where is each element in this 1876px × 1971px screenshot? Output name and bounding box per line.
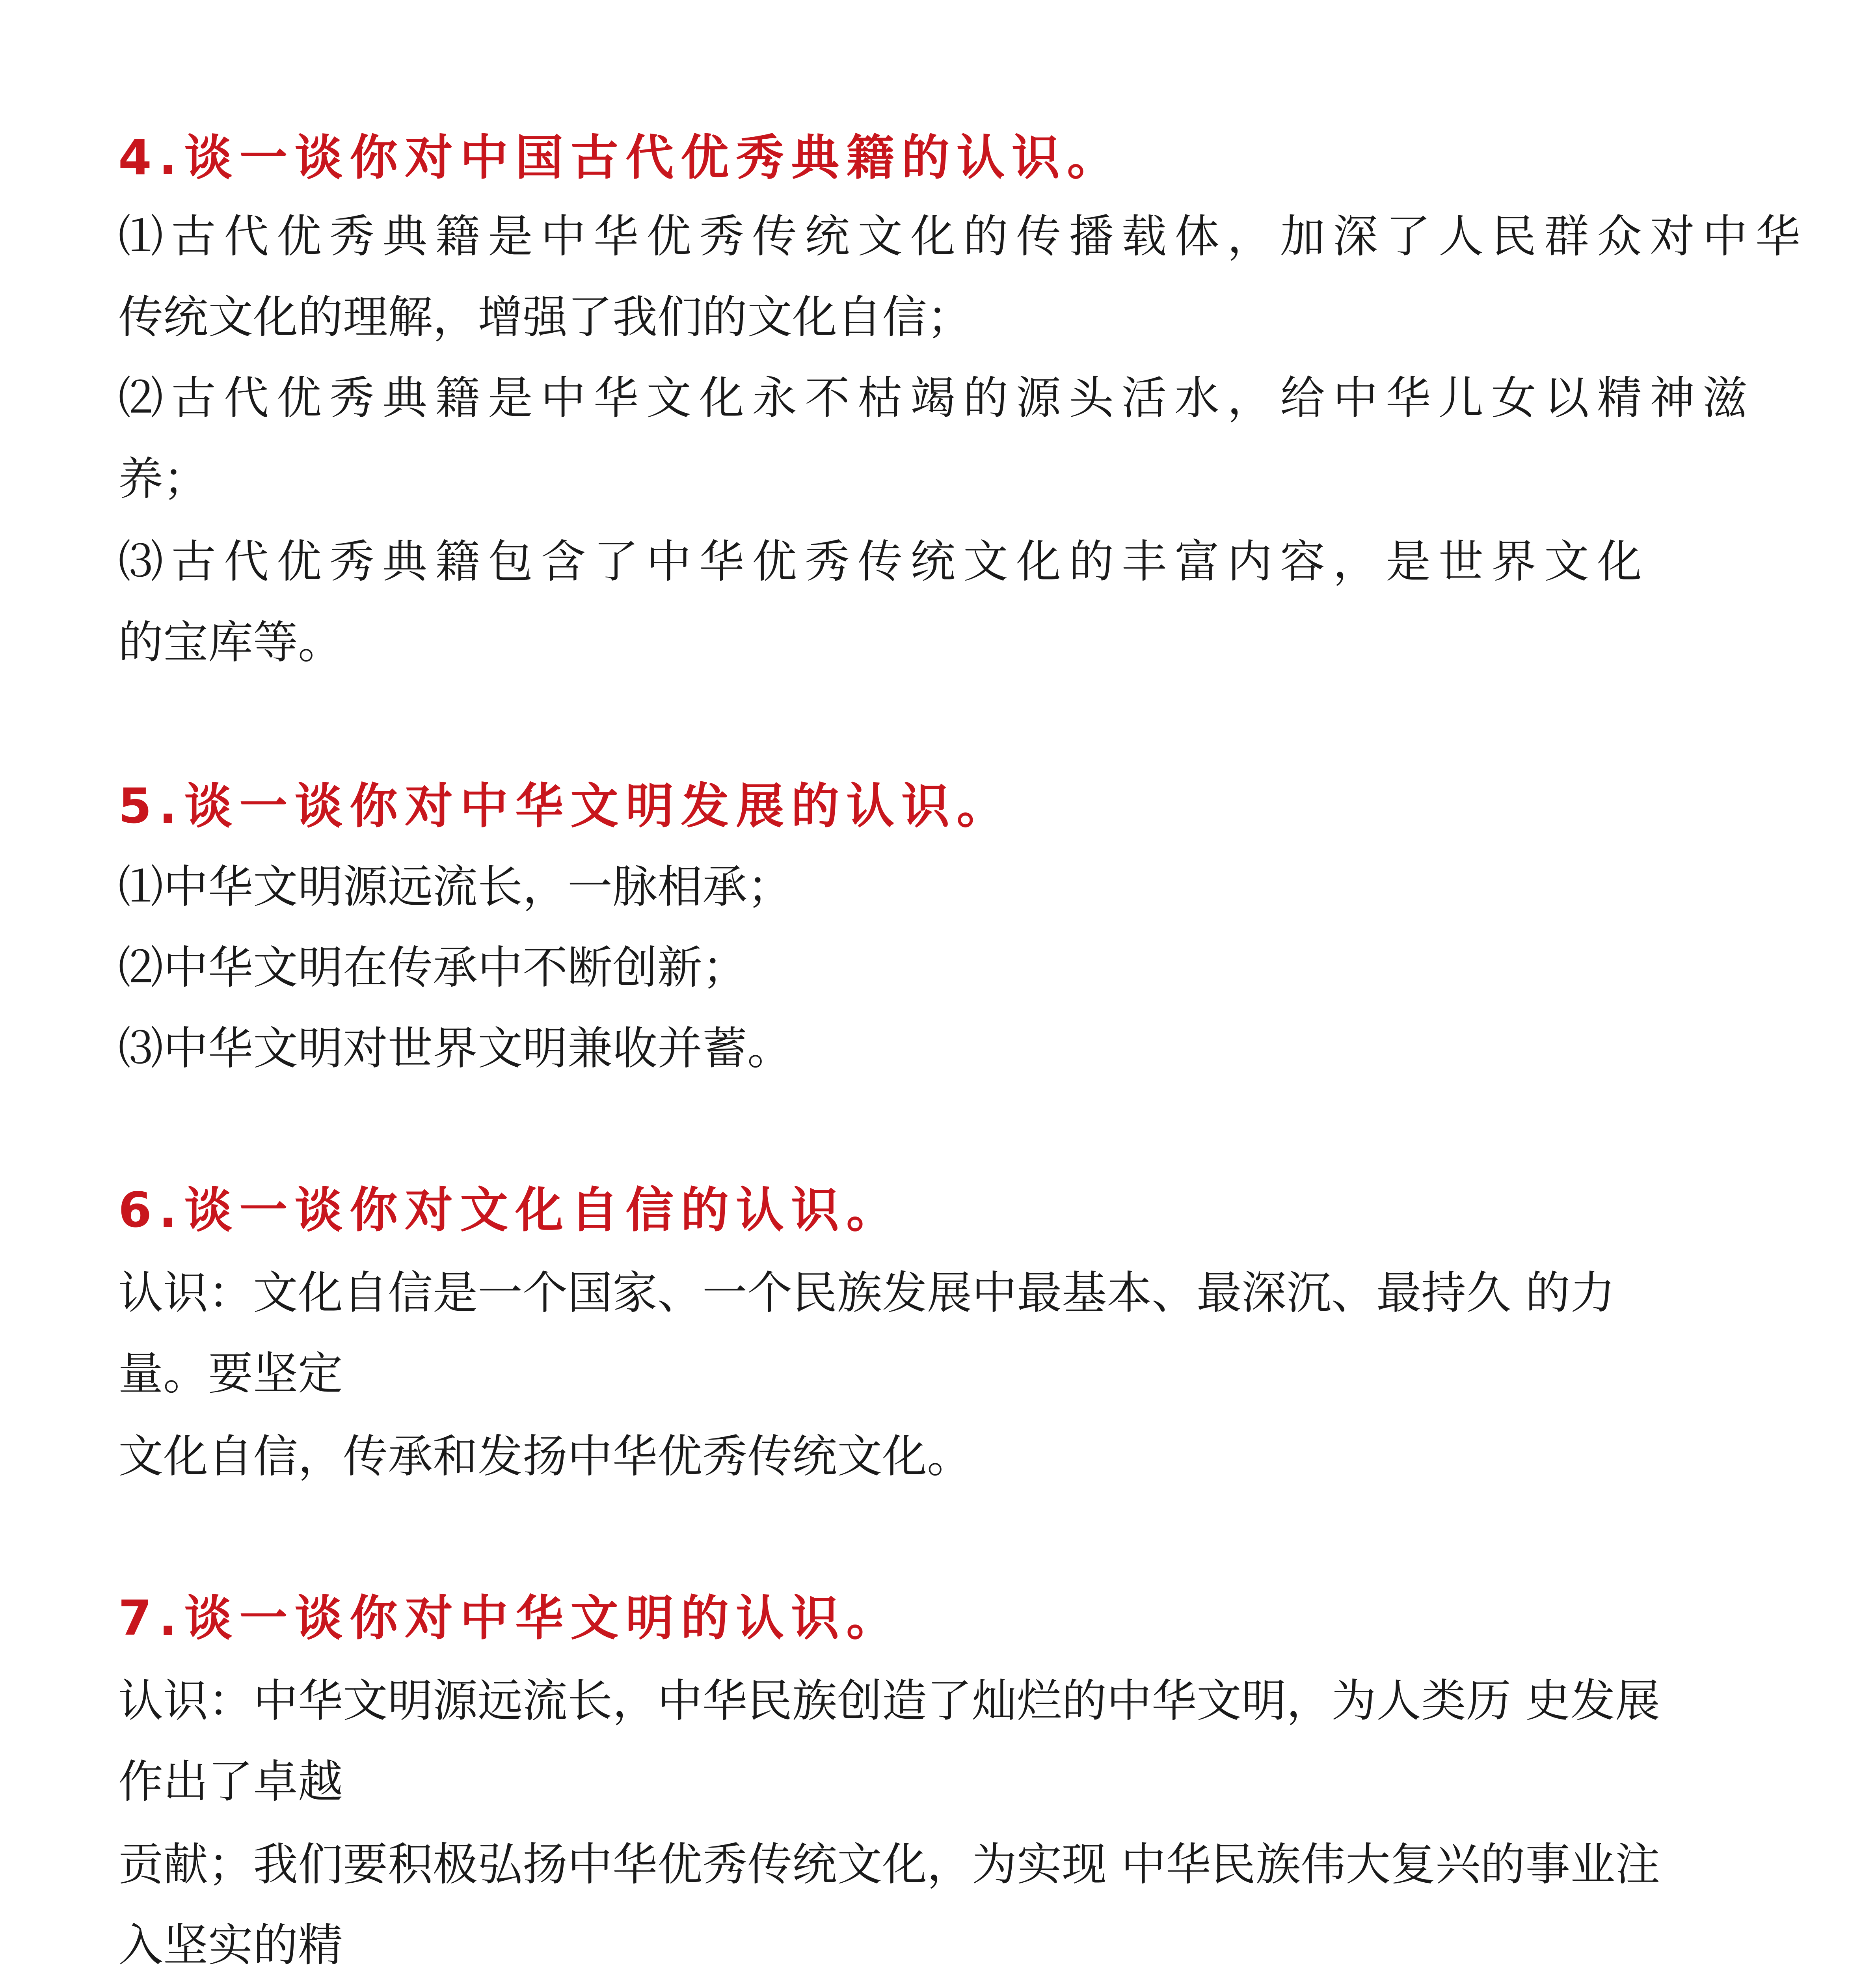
text-line: 入坚实的精 [118, 1919, 343, 1971]
text-line: ⑴古代优秀典籍是中华优秀传统文化的传播载体，加深了人民群众对中华 [118, 210, 1809, 263]
section-heading-5: 5.谈一谈你对中华文明发展的认识。 [118, 778, 1012, 834]
section-heading-6: 6.谈一谈你对文化自信的认识。 [118, 1182, 902, 1238]
text-line: ⑶古代优秀典籍包含了中华优秀传统文化的丰富内容，是世界文化 [118, 535, 1650, 588]
text-line: 量。要坚定 [118, 1347, 343, 1400]
section-heading-7: 7.谈一谈你对中华文明的认识。 [118, 1590, 902, 1646]
text-line: 作出了卓越 [118, 1755, 343, 1808]
text-line: 文化自信，传承和发扬中华优秀传统文化。 [118, 1430, 972, 1483]
text-line: 认识：文化自信是一个国家、一个民族发展中最基本、最深沉、最持久 的力 [118, 1267, 1615, 1319]
text-line: ⑶中华文明对世界文明兼收并蓄。 [118, 1022, 793, 1075]
text-line: 养； [118, 453, 208, 505]
text-line: ⑵中华文明在传承中不断创新； [118, 941, 748, 994]
text-line: 贡献；我们要积极弘扬中华优秀传统文化，为实现 中华民族伟大复兴的事业注 [118, 1838, 1660, 1891]
text-line: 传统文化的理解，增强了我们的文化自信； [118, 291, 972, 343]
section-heading-4: 4.谈一谈你对中国古代优秀典籍的认识。 [118, 130, 1122, 186]
text-line: 的宝库等。 [118, 616, 343, 669]
text-line: ⑴中华文明源远流长，一脉相承； [118, 861, 793, 913]
text-line: ⑵古代优秀典籍是中华文化永不枯竭的源头活水，给中华儿女以精神滋 [118, 372, 1756, 424]
text-line: 认识：中华文明源远流长，中华民族创造了灿烂的中华文明，为人类历 史发展 [118, 1675, 1660, 1727]
